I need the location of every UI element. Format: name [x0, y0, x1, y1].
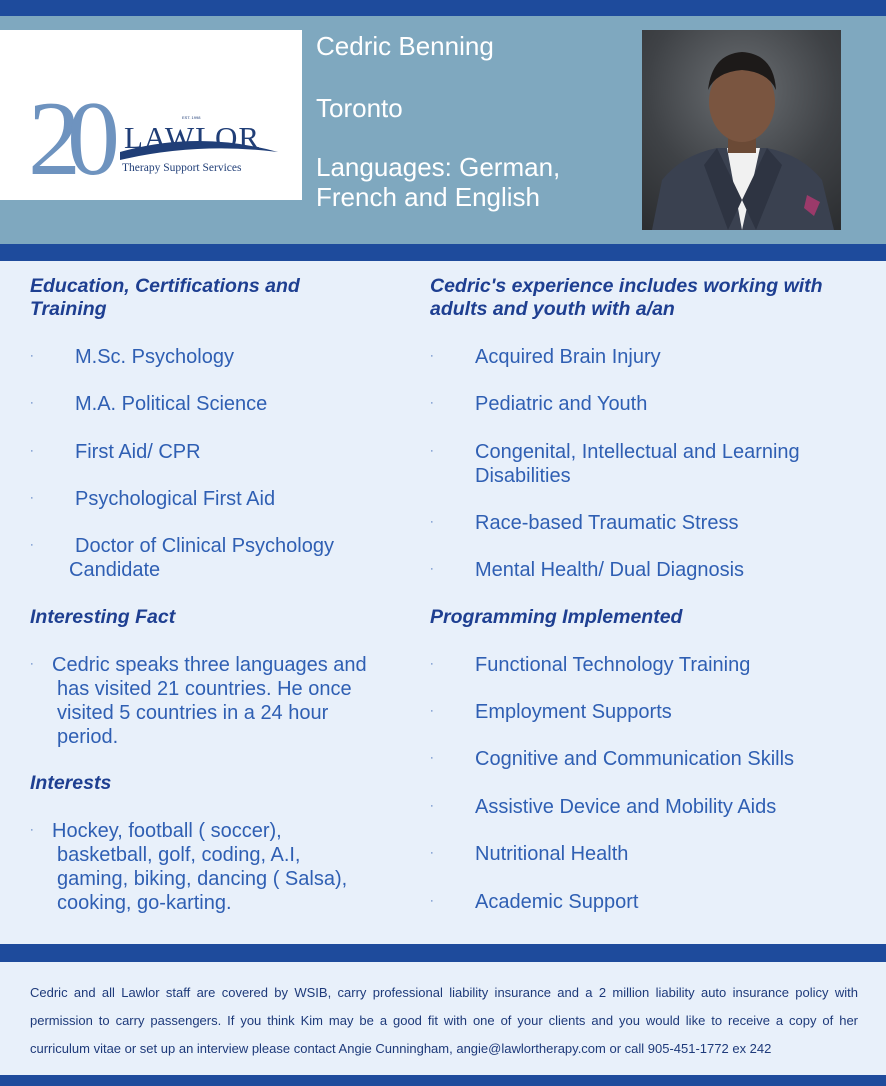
top-band	[0, 0, 886, 16]
footer-disclaimer: Cedric and all Lawlor staff are covered by WSIB, carry professional liability insurance and a 2 million liability auto insurance policy with permission to carry passengers. If you think Kim may be a good fit with one of your clients and you would like to receive a copy of her curriculum vitae or set up an interview please contact Angie Cunningham, angie@lawlortherapy.com or call 905-451-1772 ex 242	[30, 985, 858, 1056]
bullet-marker: ·	[430, 847, 434, 859]
programming-heading: Programming Implemented	[430, 606, 683, 628]
interesting-fact-text: Cedric speaks three languages and has visited 21 countries. He once visited 5 countries in a 24 hour period.	[52, 654, 367, 748]
bullet-marker: ·	[430, 705, 434, 717]
bullet-marker: ·	[430, 800, 434, 812]
education-item: First Aid/ CPR	[75, 441, 201, 463]
experience-heading: Cedric's experience includes working with adults and youth with a/an	[430, 275, 823, 320]
bullet-marker: ·	[30, 445, 34, 457]
bullet-marker: ·	[430, 563, 434, 575]
education-item: Psychological First Aid	[75, 488, 276, 510]
person-city: Toronto	[316, 93, 403, 123]
bullet-marker: ·	[430, 895, 434, 907]
bullet-marker: ·	[30, 539, 34, 551]
person-languages: Languages: German, French and English	[316, 152, 561, 212]
programming-item: Employment Supports	[475, 701, 672, 723]
profile-portrait-image	[642, 30, 841, 230]
programming-item: Cognitive and Communication Skills	[475, 748, 795, 770]
bullet-marker: ·	[430, 350, 434, 362]
experience-item: Congenital, Intellectual and Learning Disabilities	[475, 441, 800, 487]
logo-subtitle: Therapy Support Services	[122, 162, 242, 174]
header-divider-band	[0, 244, 886, 261]
footer-divider-band	[0, 944, 886, 962]
experience-item: Pediatric and Youth	[475, 393, 648, 415]
programming-item: Academic Support	[475, 891, 639, 913]
education-item: M.Sc. Psychology	[75, 346, 234, 368]
bullet-marker: ·	[30, 492, 34, 504]
programming-item: Nutritional Health	[475, 843, 629, 865]
profile-photo	[642, 30, 841, 230]
interesting-fact-heading: Interesting Fact	[30, 606, 176, 628]
experience-item: Race-based Traumatic Stress	[475, 512, 739, 534]
bullet-marker: ·	[430, 445, 434, 457]
bullet-marker: ·	[430, 516, 434, 528]
interests-heading: Interests	[30, 772, 112, 794]
programming-item: Functional Technology Training	[475, 654, 751, 676]
logo-brand: LAWLOR	[124, 120, 261, 155]
experience-item: Mental Health/ Dual Diagnosis	[475, 559, 745, 581]
logo-number: 20	[28, 80, 106, 197]
bullet-marker: ·	[430, 397, 434, 409]
bullet-marker: ·	[30, 397, 34, 409]
experience-item: Acquired Brain Injury	[475, 346, 661, 368]
bullet-marker: ·	[30, 658, 34, 670]
programming-item: Assistive Device and Mobility Aids	[475, 796, 777, 818]
logo-est: EST. 1998	[182, 115, 201, 120]
bullet-marker: ·	[30, 350, 34, 362]
person-name: Cedric Benning	[316, 31, 494, 61]
bullet-marker: ·	[430, 658, 434, 670]
education-heading: Education, Certifications and Training	[30, 275, 300, 320]
education-item: M.A. Political Science	[75, 393, 268, 415]
education-item: Doctor of Clinical Psychology Candidate	[69, 535, 334, 581]
interests-text: Hockey, football ( soccer), basketball, golf, coding, A.I, gaming, biking, dancing ( Salsa), cooking, go-karting.	[52, 820, 348, 914]
bullet-marker: ·	[430, 752, 434, 764]
bullet-marker: ·	[30, 824, 34, 836]
bottom-band	[0, 1075, 886, 1086]
company-logo	[0, 30, 302, 200]
